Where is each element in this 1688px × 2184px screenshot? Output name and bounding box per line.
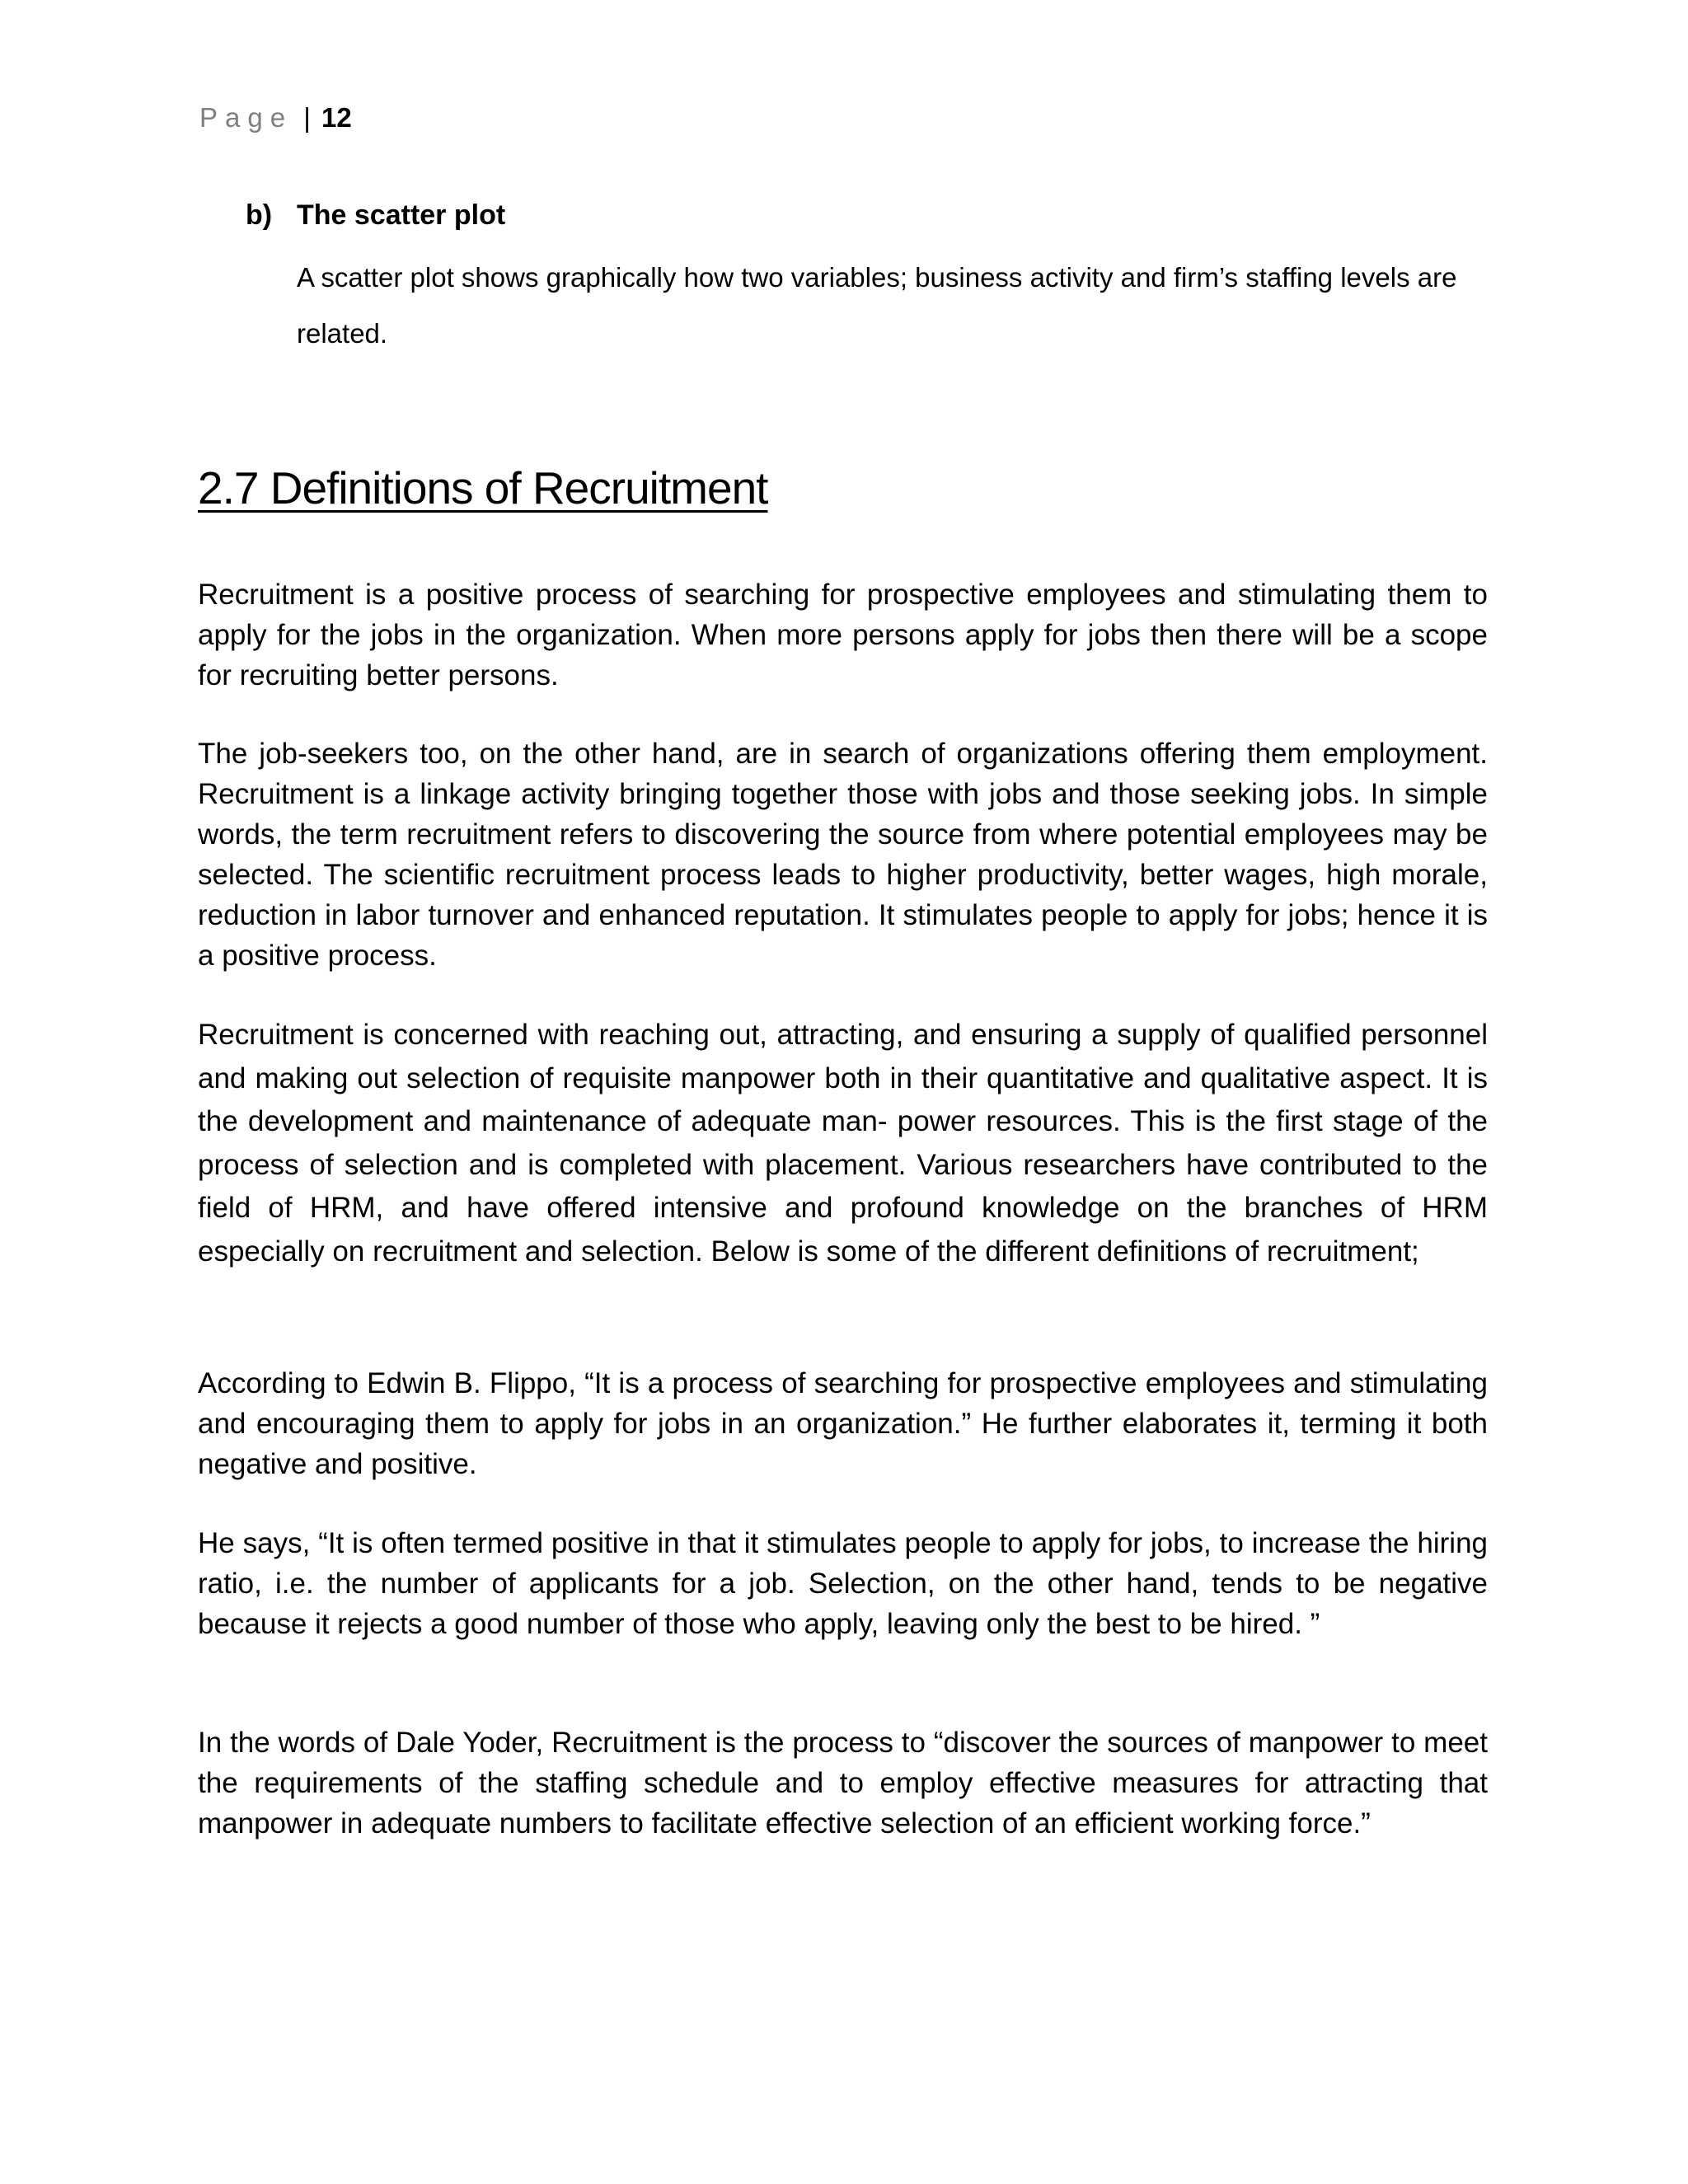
paragraph-4: According to Edwin B. Flippo, “It is a process of searching for prospective employees and stimulating and encouraging them to apply for jobs in an organization.” He further elaborates it, terming it both negative and positive. (198, 1367, 1488, 1480)
subsection-body: A scatter plot shows graphically how two variables; business activity and firm’s staffing levels are related. (297, 262, 1457, 349)
section-heading: 2.7 Definitions of Recruitment (198, 462, 768, 513)
subsection-scatter-plot (246, 199, 1498, 362)
page-label: Page (199, 102, 293, 133)
subsection-title: The scatter plot (297, 199, 506, 231)
subsection-marker: b) (246, 199, 273, 231)
page-separator: | (303, 102, 311, 133)
paragraph-5: He says, “It is often termed positive in that it stimulates people to apply for jobs, to increase the hiring ratio, i.e. the number of applicants for a job. Selection, on the other hand, tends to be negative because it rejects a good number of those who apply, leaving only the best to be hired. ” (198, 1527, 1488, 1640)
paragraph-2: The job-seekers too, on the other hand, are in search of organizations offering them employment. Recruitment is a linkage activity bringing together those with jobs and those seeking jobs. In simple words, the term recruitment refers to discovering the source from where potential employees may be selected. The scientific recruitment process leads to higher productivity, better wages, high morale, reduction in labor turnover and enhanced reputation. It stimulates people to apply for jobs; hence it is a positive process. (198, 738, 1488, 972)
page-header (199, 102, 352, 134)
paragraph-6: In the words of Dale Yoder, Recruitment is the process to “discover the sources of manpower to meet the requirements of the staffing schedule and to employ effective measures for attracting that manpower in adequate numbers to facilitate effective selection of an efficient working force.” (198, 1727, 1488, 1840)
subsection-title-row (246, 199, 1498, 232)
page-number: 12 (321, 102, 352, 133)
paragraph-1: Recruitment is a positive process of searching for prospective employees and stimulating them to apply for the jobs in the organization. When more persons apply for jobs then there will be a scope for recruiting better persons. (198, 579, 1488, 691)
paragraph-3: Recruitment is concerned with reaching out, attracting, and ensuring a supply of qualified personnel and making out selection of requisite manpower both in their quantitative and qualitative aspect. It is the development and maintenance of adequate man- power resources. This is the first stage of the process of selection and is completed with placement. Various researchers have contributed to the field of HRM, and have offered intensive and profound knowledge on the branches of HRM especially on recruitment and selection. Below is some of the different definitions of recruitment; (198, 1019, 1488, 1268)
